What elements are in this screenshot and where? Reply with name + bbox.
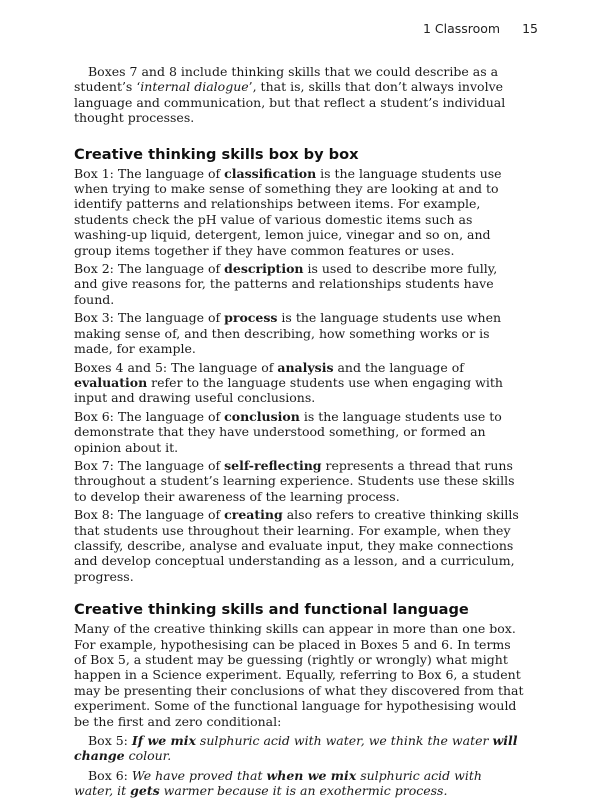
box-1-paragraph: Box 1: The language of classification is the language students use when trying to make sense of something they are looking at and to identify patterns and relationships between items. For example, students check the pH value of various domestic items such as washing-up liquid, detergent, lemon juice, vinegar and so on, and group items together if they have common features or uses. [74,165,502,258]
functional-language-paragraph: Many of the creative thinking skills can appear in more than one box. For example, hypothesising can be placed in Boxes 5 and 6. In terms of Box 5, a student may be guessing (rightly or wrongly) what might happen in a Science experiment. Equally, referring to Box 6, a student may be presenting their conclusions of what they discovered from that experiment. Some of the functional language for hypothesising would be the first and zero conditional: [74,621,524,729]
intro-paragraph: Boxes 7 and 8 include thinking skills that we could describe as a student’s ‘internal dialogue’, that is, skills that don’t always involve language and communication, but that reflect a student’s individual thought processes. [74,64,506,126]
section-heading-functional-language: Creative thinking skills and functional language [74,601,469,619]
box-8-paragraph: Box 8: The language of creating also refers to creative thinking skills that students use throughout their learning. For example, when they classify, describe, analyse and evaluate input, they make connections and develop conceptual understanding as a lesson, and a curriculum, progress. [74,507,519,584]
example-box-6: Box 6: We have proved that when we mix sulphuric acid with water, it gets warmer because it is an exothermic process. [74,767,482,799]
running-header [423,21,538,36]
page-body [74,64,524,799]
page-number: 15 [522,21,538,36]
box-3-paragraph: Box 3: The language of process is the language students use when making sense of, and then describing, how something works or is made, for example. [74,310,502,357]
boxes-4-5-paragraph: Boxes 4 and 5: The language of analysis and the language of evaluation refer to the language students use when engaging with input and drawing useful conclusions. [74,359,503,406]
section-label: 1 Classroom [422,21,501,36]
box-2-paragraph: Box 2: The language of description is used to describe more fully, and give reasons for, the patterns and relationships students have found. [74,261,498,307]
box-6-paragraph: Box 6: The language of conclusion is the language students use to demonstrate that they have understood something, or formed an opinion about it. [74,408,502,455]
box-7-paragraph: Box 7: The language of self-reflecting represents a thread that runs throughout a student’s learning experience. Students use these skills to develop their awareness of the learning process. [74,457,515,504]
section-heading-box-by-box: Creative thinking skills box by box [74,145,359,163]
example-box-5: Box 5: If we mix sulphuric acid with water, we think the water will change colour. [74,733,518,764]
